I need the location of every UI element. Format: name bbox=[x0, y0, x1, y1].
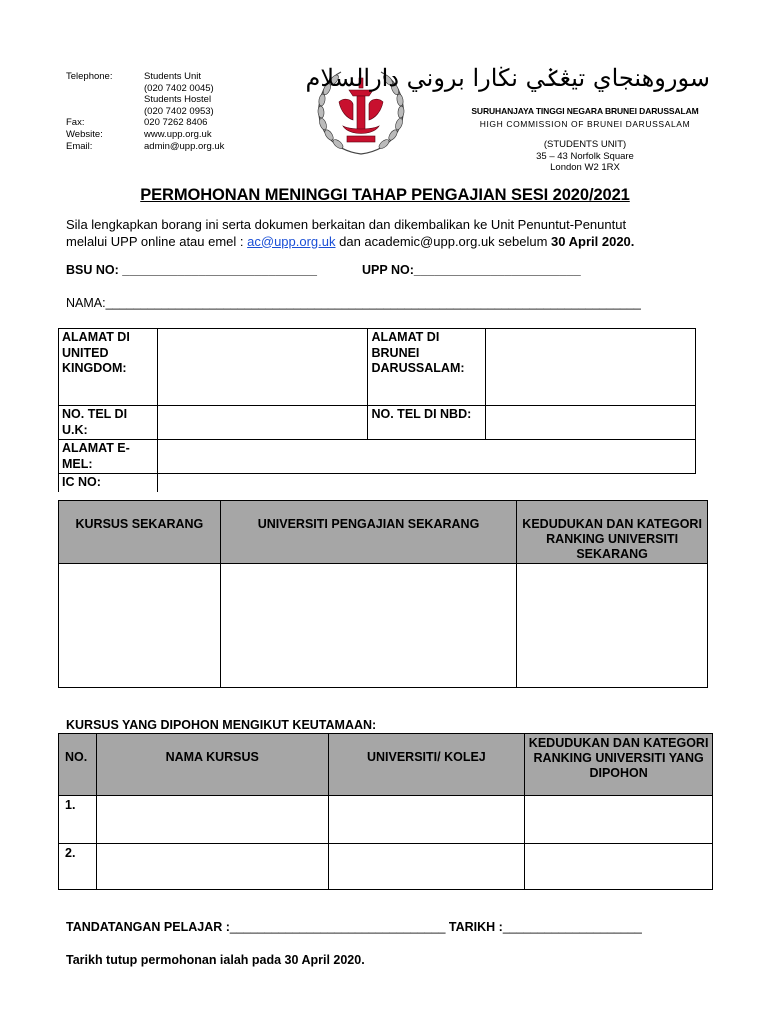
closing-note: Tarikh tutup permohonan ialah pada 30 April 2020. bbox=[66, 953, 365, 967]
date-line[interactable]: ____________________ bbox=[502, 920, 642, 934]
header-university: UNIVERSITI/ KOLEJ bbox=[328, 734, 525, 796]
email-address-label: ALAMAT E-MEL: bbox=[59, 440, 158, 474]
ranking-input-1[interactable] bbox=[525, 796, 713, 844]
uk-address-label: ALAMAT DI UNITED KINGDOM: bbox=[59, 329, 158, 406]
instructions-text: melalui UPP online atau emel : bbox=[66, 233, 248, 249]
bsu-label: BSU NO: bbox=[66, 263, 119, 277]
instructions-text-2: dan academic@upp.org.uk sebelum bbox=[335, 233, 552, 249]
email-address-input[interactable] bbox=[157, 440, 695, 474]
address-table bbox=[58, 328, 696, 492]
jawi-title: سوروهنجاي تيڠݢي نڬارا بروني دارالسلام bbox=[305, 64, 710, 92]
telephone-line-4: (020 7402 0953) bbox=[144, 105, 214, 117]
brunei-address-input[interactable] bbox=[486, 329, 696, 406]
header-current-ranking: KEDUDUKAN DAN KATEGORI RANKING UNIVERSITI SEKARANG bbox=[517, 501, 708, 564]
ranking-input-2[interactable] bbox=[525, 844, 713, 890]
date-label: TARIKH : bbox=[445, 920, 503, 934]
uk-phone-label: NO. TEL DI U.K: bbox=[59, 406, 158, 440]
telephone-line-3: Students Hostel bbox=[144, 94, 212, 106]
uk-phone-input[interactable] bbox=[157, 406, 368, 440]
preferred-courses-label: KURSUS YANG DIPOHON MENGIKUT KEUTAMAAN: bbox=[66, 718, 377, 732]
fax-label: Fax: bbox=[66, 117, 85, 129]
bsu-field[interactable] bbox=[66, 263, 317, 277]
page-title: PERMOHONAN MENINGGI TAHAP PENGAJIAN SESI 2020/2021 bbox=[140, 186, 630, 204]
deadline-date: 30 April 2020. bbox=[551, 233, 635, 249]
contact-block bbox=[66, 71, 266, 161]
signature-row bbox=[66, 920, 642, 934]
preferred-courses-table bbox=[58, 733, 713, 890]
telephone-line-2: (020 7402 0045) bbox=[144, 82, 214, 94]
email-label: Email: bbox=[66, 140, 93, 152]
address-line-1: 35 – 43 Norfolk Square bbox=[536, 150, 634, 162]
telephone-label: Telephone: bbox=[66, 71, 113, 82]
fax-value: 020 7262 8406 bbox=[144, 117, 208, 129]
brunei-phone-input[interactable] bbox=[486, 406, 696, 440]
commission-malay: SURUHANJAYA TINGGI NEGARA BRUNEI DARUSSALAM bbox=[471, 106, 699, 116]
nama-field[interactable]: NAMA:_____________________________________________________________________________ bbox=[66, 296, 641, 310]
brunei-address-label: ALAMAT DI BRUNEI DARUSSALAM: bbox=[368, 329, 486, 406]
instructions-line-2 bbox=[66, 234, 726, 251]
header-no: NO. bbox=[59, 734, 97, 796]
brunei-phone-label: NO. TEL DI NBD: bbox=[368, 406, 486, 440]
instructions bbox=[66, 217, 726, 250]
uk-address-input[interactable] bbox=[157, 329, 368, 406]
bsu-line: ____________________________ bbox=[122, 263, 317, 277]
header-current-course: KURSUS SEKARANG bbox=[59, 501, 221, 564]
course-name-input-1[interactable] bbox=[96, 796, 328, 844]
upp-field[interactable] bbox=[362, 263, 581, 277]
telephone-line-1: Students Unit bbox=[144, 71, 202, 82]
signature-line[interactable]: _______________________________ bbox=[229, 920, 446, 934]
current-study-table bbox=[58, 500, 708, 688]
commission-english: HIGH COMMISSION OF BRUNEI DARUSSALAM bbox=[479, 119, 691, 129]
header-right bbox=[305, 60, 710, 174]
university-input-1[interactable] bbox=[328, 796, 525, 844]
current-ranking-input[interactable] bbox=[517, 564, 708, 688]
address-line-2: London W2 1RX bbox=[550, 162, 620, 173]
email-link[interactable]: ac@upp.org.uk bbox=[247, 233, 336, 249]
upp-line: ________________________ bbox=[413, 263, 581, 277]
header-course-name: NAMA KURSUS bbox=[96, 734, 328, 796]
website-label: Website: bbox=[66, 129, 103, 140]
header-current-university: UNIVERSITI PENGAJIAN SEKARANG bbox=[220, 501, 516, 564]
signature-label: TANDATANGAN PELAJAR : bbox=[66, 920, 230, 934]
students-unit: (STUDENTS UNIT) bbox=[543, 139, 627, 150]
instructions-line-1: Sila lengkapkan borang ini serta dokumen berkaitan dan dikembalikan ke Unit Penuntut-Penuntut bbox=[66, 217, 627, 232]
course-name-input-2[interactable] bbox=[96, 844, 328, 890]
upp-label: UPP NO: bbox=[362, 263, 414, 277]
website-value: www.upp.org.uk bbox=[144, 129, 212, 140]
current-course-input[interactable] bbox=[59, 564, 221, 688]
email-value: admin@upp.org.uk bbox=[144, 140, 225, 152]
current-university-input[interactable] bbox=[220, 564, 516, 688]
ic-label: IC NO: bbox=[59, 474, 158, 492]
university-input-2[interactable] bbox=[328, 844, 525, 890]
header-preferred-ranking: KEDUDUKAN DAN KATEGORI RANKING UNIVERSITI YANG DIPOHON bbox=[525, 734, 713, 796]
ic-input[interactable] bbox=[157, 474, 695, 492]
row-number: 2. bbox=[59, 844, 97, 890]
row-number: 1. bbox=[59, 796, 97, 844]
